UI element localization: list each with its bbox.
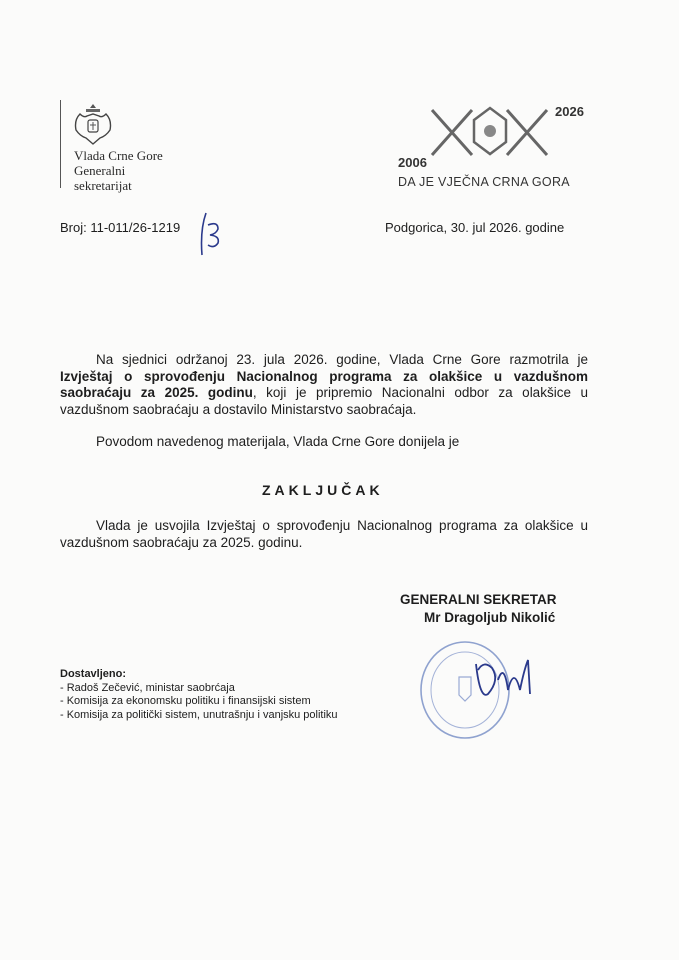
logo-motto: DA JE VJEČNA CRNA GORA: [398, 175, 570, 189]
date-line: Podgorica, 30. jul 2026. godine: [385, 220, 565, 235]
org-line: Generalni: [74, 163, 126, 178]
distribution-item: - Komisija za ekonomsku politiku i finansijski sistem: [60, 695, 311, 707]
paragraph-decision-intro: Povodom navedenog materijala, Vlada Crne Gore donijela je: [96, 434, 460, 449]
paragraph-intro-part1: Na sjednici održanoj 23. jula 2026. godine, Vlada Crne Gore razmotrila je: [96, 352, 588, 367]
distribution-item: - Radoš Zečević, ministar saobrćaja: [60, 681, 235, 694]
paragraph-conclusion: [60, 518, 588, 551]
handwritten-mark: [196, 205, 226, 260]
coat-of-arms-icon: [72, 100, 114, 148]
org-line: Vlada Crne Gore: [74, 148, 163, 163]
paragraph-intro-part2: , koji je pripremio Nacionalni odbor za olakšice u vazdušnom saobraćaju a dostavilo Ministarstvo saobraćaja.: [60, 385, 588, 417]
conclusion-heading: ZAKLJUČAK: [262, 482, 384, 498]
logo-year-2026: 2026: [555, 104, 584, 119]
distribution-title: Dostavljeno:: [60, 668, 127, 680]
org-line: sekretarijat: [74, 178, 132, 193]
organization-name: [74, 148, 163, 193]
reference-number: Broj: 11-011/26-1219: [60, 220, 181, 235]
handwritten-signature: [470, 650, 550, 710]
distribution-list: [60, 668, 338, 722]
distribution-item: - Komisija za politički sistem, unutrašnju i vanjsku politiku: [60, 708, 338, 721]
document-title-bold: Izvještaj o sprovođenju Nacionalnog programa za olakšice u vazdušnom saobraćaju za 2025. godinu: [60, 368, 588, 400]
signatory-title: GENERALNI SEKRETAR: [400, 592, 557, 607]
paragraph-conclusion-text: Vlada je usvojila Izvještaj o sprovođenju Nacionalnog programa za olakšice u vazdušnom saobraćaju za 2025. godinu.: [60, 518, 588, 550]
logo-year-2006: 2006: [398, 155, 427, 170]
paragraph-intro: [60, 352, 588, 418]
signatory-name: Mr Dragoljub Nikolić: [424, 610, 556, 625]
header-divider: [60, 100, 61, 188]
